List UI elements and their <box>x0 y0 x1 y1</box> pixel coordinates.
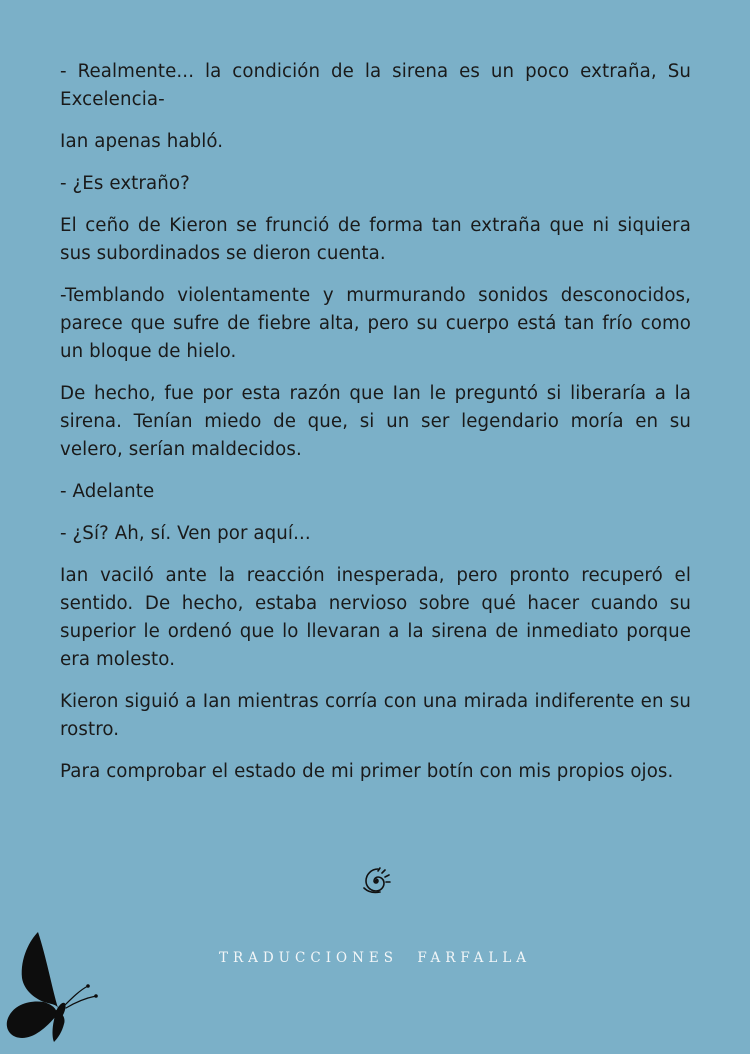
paragraph-2: Ian apenas habló. <box>60 131 224 152</box>
butterfly-icon <box>0 928 110 1050</box>
paragraph-6: De hecho, fue por esta razón que Ian le preguntó si liberaría a la sirena. Tenían miedo de que, si un ser legendario moría en su velero, serían maldecidos. <box>60 383 691 460</box>
paragraph-9: Ian vaciló ante la reacción inesperada, pero pronto recuperó el sentido. De hecho, estaba nervioso sobre qué hacer cuando su superior le ordenó que lo llevaran a la sirena de inmediato porque era molesto. <box>60 565 691 670</box>
paragraph-4: El ceño de Kieron se frunció de forma tan extraña que ni siquiera sus subordinados se dieron cuenta. <box>60 215 691 264</box>
paragraph-7: - Adelante <box>60 481 155 502</box>
footer-brand: TRADUCCIONES FARFALLA <box>218 950 532 966</box>
paragraph-11: Para comprobar el estado de mi primer botín con mis propios ojos. <box>60 761 674 782</box>
paragraph-3: - ¿Es extraño? <box>60 173 190 194</box>
paragraph-1: - Realmente... la condición de la sirena es un poco extraña, Su Excelencia- <box>60 61 691 110</box>
paragraph-5: -Temblando violentamente y murmurando sonidos desconocidos, parece que sufre de fiebre alta, pero su cuerpo está tan frío como un bloque de hielo. <box>60 285 691 362</box>
page-body <box>60 58 691 800</box>
nautilus-shell-icon <box>360 866 392 896</box>
paragraph-10: Kieron siguió a Ian mientras corría con una mirada indiferente en su rostro. <box>60 691 691 740</box>
paragraph-8: - ¿Sí? Ah, sí. Ven por aquí... <box>60 523 311 544</box>
